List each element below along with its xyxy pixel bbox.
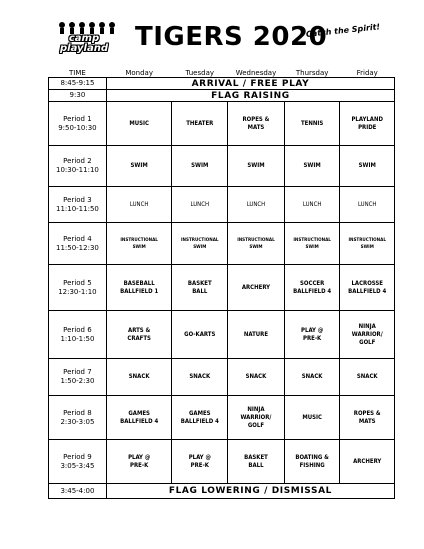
column-header-time: TIME [69,69,86,77]
schedule-row [49,311,395,359]
activity-cell-tuesday: THEATER [172,102,228,146]
activity-cell-tuesday: INSTRUCTIONAL SWIM [172,223,228,265]
schedule-table [48,66,395,499]
activity-cell-monday: ARTS & CRAFTS [106,311,172,359]
activity-cell-thursday: SOCCER BALLFIELD 4 [284,265,340,311]
schedule-row [49,359,395,396]
activity-cell-monday: SNACK [106,359,172,396]
activity-cell-monday: SWIM [106,146,172,187]
activity-cell-monday: GAMES BALLFIELD 4 [106,396,172,440]
schedule-row [49,484,395,499]
camp-logo [44,22,124,56]
activity-cell-friday: LUNCH [340,187,395,223]
activity-cell-tuesday: GO-KARTS [172,311,228,359]
activity-cell-friday: LACROSSE BALLFIELD 4 [340,265,395,311]
activity-cell-thursday: BOATING & FISHING [284,440,340,484]
time-cell: Period 6 1:10-1:50 [49,311,107,359]
time-cell: 9:30 [49,90,107,102]
schedule-row [49,102,395,146]
time-cell: Period 4 11:50-12:30 [49,223,107,265]
activity-cell-thursday: MUSIC [284,396,340,440]
activity-cell-friday: NINJA WARRIOR/ GOLF [340,311,395,359]
activity-cell-wednesday: SWIM [228,146,285,187]
activity-cell-monday: MUSIC [106,102,172,146]
time-cell: 3:45-4:00 [49,484,107,499]
all-week-activity-cell: FLAG RAISING [106,90,394,102]
schedule-row [49,78,395,90]
schedule-row [49,90,395,102]
schedule-row [49,187,395,223]
time-cell: Period 7 1:50-2:30 [49,359,107,396]
activity-cell-thursday: SNACK [284,359,340,396]
activity-cell-thursday: LUNCH [284,187,340,223]
activity-cell-thursday: TENNIS [284,102,340,146]
activity-cell-wednesday: NINJA WARRIOR/ GOLF [228,396,285,440]
time-cell: Period 3 11:10-11:50 [49,187,107,223]
activity-cell-friday: PLAYLAND PRIDE [340,102,395,146]
activity-cell-tuesday: PLAY @ PRE-K [172,440,228,484]
time-cell: Period 9 3:05-3:45 [49,440,107,484]
activity-cell-tuesday: LUNCH [172,187,228,223]
schedule-row [49,265,395,311]
time-cell: 8:45-9:15 [49,78,107,90]
column-header-tuesday: Tuesday [185,69,215,77]
activity-cell-friday: ROPES & MATS [340,396,395,440]
activity-cell-friday: INSTRUCTIONAL SWIM [340,223,395,265]
activity-cell-friday: SNACK [340,359,395,396]
activity-cell-monday: INSTRUCTIONAL SWIM [106,223,172,265]
activity-cell-tuesday: SNACK [172,359,228,396]
activity-cell-wednesday: SNACK [228,359,285,396]
tagline: Catch the Spirit! [305,22,381,39]
column-header-wednesday: Wednesday [235,69,277,77]
activity-cell-monday: LUNCH [106,187,172,223]
activity-cell-wednesday: BASKET BALL [228,440,285,484]
schedule-body [49,78,395,499]
all-week-activity-cell: FLAG LOWERING / DISMISSAL [106,484,394,499]
activity-cell-monday: BASEBALL BALLFIELD 1 [106,265,172,311]
page-title: TIGERS 2020 [135,22,328,52]
schedule-row [49,440,395,484]
activity-cell-tuesday: SWIM [172,146,228,187]
activity-cell-tuesday: GAMES BALLFIELD 4 [172,396,228,440]
schedule-header [49,66,395,78]
activity-cell-thursday: INSTRUCTIONAL SWIM [284,223,340,265]
schedule-row [49,396,395,440]
activity-cell-tuesday: BASKET BALL [172,265,228,311]
activity-cell-wednesday: ARCHERY [228,265,285,311]
activity-cell-wednesday: LUNCH [228,187,285,223]
page-header [0,0,424,66]
logo-text-playland: playland [60,43,108,54]
time-cell: Period 8 2:30-3:05 [49,396,107,440]
activity-cell-wednesday: ROPES & MATS [228,102,285,146]
activity-cell-friday: SWIM [340,146,395,187]
activity-cell-thursday: PLAY @ PRE-K [284,311,340,359]
time-cell: Period 5 12:30-1:10 [49,265,107,311]
column-header-monday: Monday [125,69,153,77]
activity-cell-wednesday: NATURE [228,311,285,359]
activity-cell-wednesday: INSTRUCTIONAL SWIM [228,223,285,265]
schedule-row [49,146,395,187]
schedule-row [49,223,395,265]
logo-text-camp: camp [68,33,100,44]
time-cell: Period 2 10:30-11:10 [49,146,107,187]
column-header-thursday: Thursday [295,69,329,77]
all-week-activity-cell: ARRIVAL / FREE PLAY [106,78,394,90]
activity-cell-friday: ARCHERY [340,440,395,484]
time-cell: Period 1 9:50-10:30 [49,102,107,146]
column-header-friday: Friday [356,69,378,77]
activity-cell-thursday: SWIM [284,146,340,187]
activity-cell-monday: PLAY @ PRE-K [106,440,172,484]
